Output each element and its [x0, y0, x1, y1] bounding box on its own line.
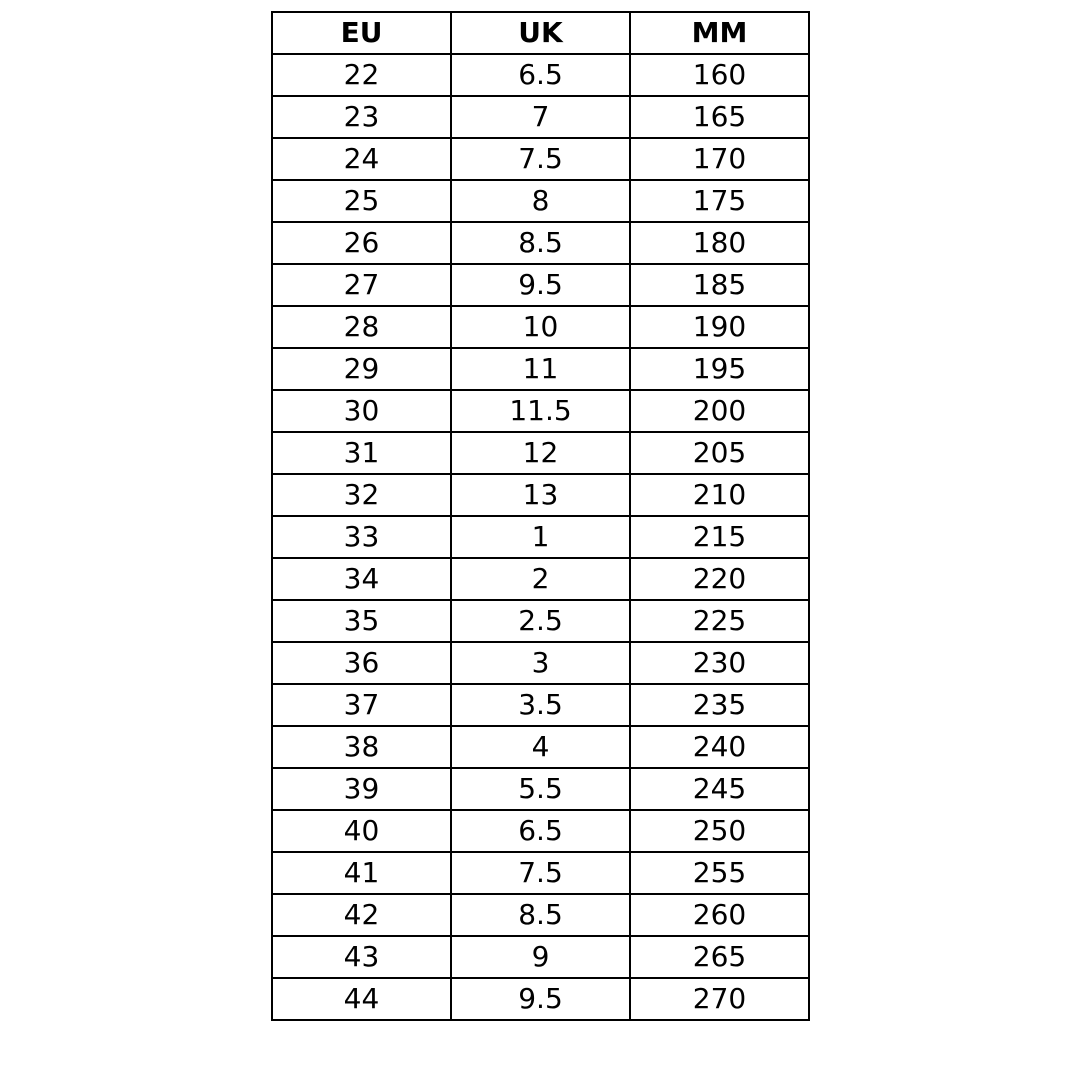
cell-uk: 7.5	[451, 138, 630, 180]
table-row	[272, 54, 809, 96]
table-row	[272, 684, 809, 726]
header-row	[272, 12, 809, 54]
table-row	[272, 96, 809, 138]
cell-uk: 6.5	[451, 54, 630, 96]
cell-mm: 165	[630, 96, 809, 138]
cell-uk: 3.5	[451, 684, 630, 726]
cell-mm: 170	[630, 138, 809, 180]
cell-mm: 270	[630, 978, 809, 1020]
table-row	[272, 642, 809, 684]
cell-mm: 195	[630, 348, 809, 390]
cell-mm: 185	[630, 264, 809, 306]
cell-mm: 260	[630, 894, 809, 936]
cell-uk: 8.5	[451, 222, 630, 264]
table-row	[272, 978, 809, 1020]
cell-uk: 9.5	[451, 264, 630, 306]
cell-uk: 9	[451, 936, 630, 978]
cell-eu: 28	[272, 306, 451, 348]
cell-eu: 30	[272, 390, 451, 432]
cell-mm: 175	[630, 180, 809, 222]
table-row	[272, 180, 809, 222]
cell-uk: 1	[451, 516, 630, 558]
cell-eu: 34	[272, 558, 451, 600]
cell-uk: 2	[451, 558, 630, 600]
table-row	[272, 432, 809, 474]
table-row	[272, 222, 809, 264]
cell-mm: 220	[630, 558, 809, 600]
cell-eu: 42	[272, 894, 451, 936]
cell-eu: 35	[272, 600, 451, 642]
cell-uk: 13	[451, 474, 630, 516]
table-row	[272, 306, 809, 348]
cell-eu: 36	[272, 642, 451, 684]
cell-uk: 11	[451, 348, 630, 390]
table-row	[272, 768, 809, 810]
table-row	[272, 558, 809, 600]
cell-eu: 22	[272, 54, 451, 96]
cell-eu: 23	[272, 96, 451, 138]
table-body	[272, 54, 809, 1020]
table-row	[272, 264, 809, 306]
cell-eu: 41	[272, 852, 451, 894]
cell-mm: 190	[630, 306, 809, 348]
cell-uk: 4	[451, 726, 630, 768]
cell-eu: 27	[272, 264, 451, 306]
cell-mm: 205	[630, 432, 809, 474]
cell-eu: 38	[272, 726, 451, 768]
cell-uk: 2.5	[451, 600, 630, 642]
cell-uk: 11.5	[451, 390, 630, 432]
cell-mm: 230	[630, 642, 809, 684]
cell-mm: 180	[630, 222, 809, 264]
table-row	[272, 474, 809, 516]
cell-eu: 44	[272, 978, 451, 1020]
cell-uk: 6.5	[451, 810, 630, 852]
cell-eu: 40	[272, 810, 451, 852]
size-chart-table	[271, 11, 810, 1021]
table-row	[272, 852, 809, 894]
cell-mm: 215	[630, 516, 809, 558]
cell-eu: 33	[272, 516, 451, 558]
cell-uk: 5.5	[451, 768, 630, 810]
cell-eu: 24	[272, 138, 451, 180]
table-row	[272, 726, 809, 768]
cell-mm: 255	[630, 852, 809, 894]
cell-uk: 9.5	[451, 978, 630, 1020]
cell-mm: 265	[630, 936, 809, 978]
cell-mm: 225	[630, 600, 809, 642]
cell-eu: 32	[272, 474, 451, 516]
cell-mm: 240	[630, 726, 809, 768]
cell-uk: 7	[451, 96, 630, 138]
cell-eu: 29	[272, 348, 451, 390]
cell-eu: 25	[272, 180, 451, 222]
cell-mm: 235	[630, 684, 809, 726]
cell-eu: 39	[272, 768, 451, 810]
cell-uk: 12	[451, 432, 630, 474]
cell-uk: 8.5	[451, 894, 630, 936]
header-mm: MM	[630, 12, 809, 54]
cell-eu: 26	[272, 222, 451, 264]
table-row	[272, 600, 809, 642]
table-row	[272, 390, 809, 432]
cell-mm: 200	[630, 390, 809, 432]
table-row	[272, 516, 809, 558]
cell-uk: 3	[451, 642, 630, 684]
cell-mm: 250	[630, 810, 809, 852]
cell-mm: 245	[630, 768, 809, 810]
table-row	[272, 138, 809, 180]
table-row	[272, 348, 809, 390]
cell-eu: 37	[272, 684, 451, 726]
header-eu: EU	[272, 12, 451, 54]
cell-eu: 43	[272, 936, 451, 978]
cell-mm: 160	[630, 54, 809, 96]
header-uk: UK	[451, 12, 630, 54]
table-header	[272, 12, 809, 54]
cell-uk: 10	[451, 306, 630, 348]
cell-eu: 31	[272, 432, 451, 474]
cell-mm: 210	[630, 474, 809, 516]
cell-uk: 8	[451, 180, 630, 222]
table-row	[272, 936, 809, 978]
table-row	[272, 810, 809, 852]
cell-uk: 7.5	[451, 852, 630, 894]
table-row	[272, 894, 809, 936]
